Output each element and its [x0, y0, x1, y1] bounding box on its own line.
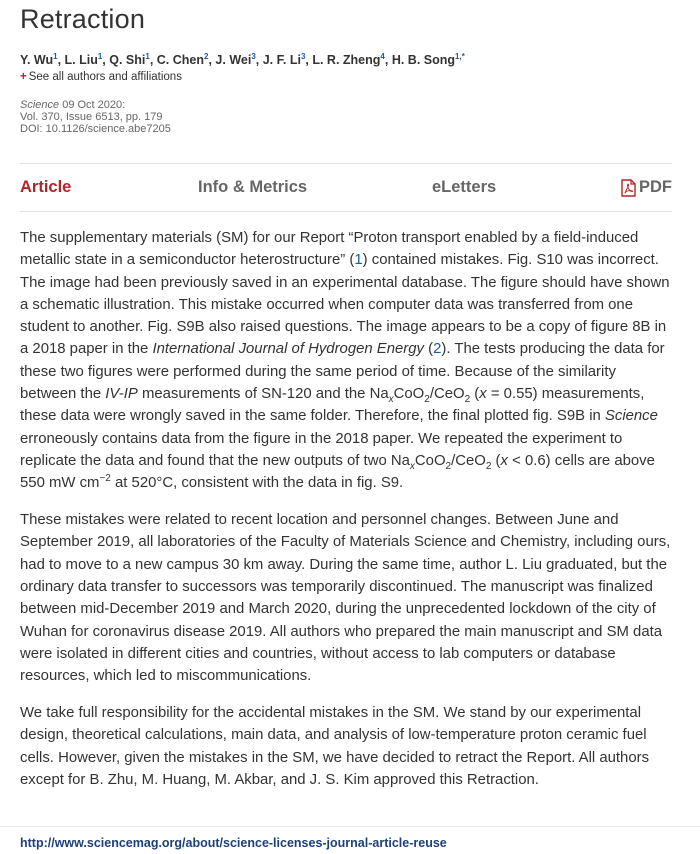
- see-all-authors-toggle[interactable]: [20, 71, 182, 83]
- paragraph-2: These mistakes were related to recent location and personnel changes. Between June and September 2019, all laboratories of the Faculty of Materials Science and Chemistry, including ours, had to move to a new campus 30 km away. During the same time, author L. Liu graduated, but the ordinary data transfer to successors was temporarily discontinued. The manuscript was finalized between mid-December 2019 and March 2020, during the unprecedented lockdown of the city of Wuhan for coronavirus disease 2019. All authors who prepared the main manuscript and SM data were isolated in different cities and countries, without access to lab computers or database resources, which led to miscommunications.: [20, 512, 671, 685]
- divider: [0, 826, 700, 827]
- publication-line: Science 09 Oct 2020:: [20, 99, 126, 111]
- reference-link-1[interactable]: 1: [354, 252, 363, 269]
- see-all-label: See all authors and affiliations: [28, 71, 182, 83]
- doi-line: DOI: 10.1126/science.abe7205: [20, 123, 171, 135]
- paragraph-1: The supplementary materials (SM) for our Report “Proton transport enabled by a field-induced metallic state in a semiconductor heterostructure” (1) contained mistakes. Fig. S10 was incorrect. The image had been previously saved in an experimental database. The figure should have shown a schematic illustration. This mistake occurred when computer data was transferred from one student to another. Fig. S9B also raised questions. The image appears to be a copy of figure 8B in a 2018 paper in the International Journal of Hydrogen Energy (2). The tests producing the data for these two figures were performed during the same period of time. Because of the similarity between the IV-IP measurements of SN-120 and the $Na_xCoO_2/CeO_2$ (x = 0.55) measurements, these data were wrongly saved in the same folder. Therefore, the final plotted fig. S9B in Science erroneously contains data from the figure in the 2018 paper. We repeated the experiment to replicate the data and found that the new outputs of two $Na_xCoO_2/CeO_2$ (x < 0.6) cells are above 550 mW $cm^{-2}$ at 520°C, consistent with the data in fig. S9.: [20, 230, 670, 492]
- author-link[interactable]: H. B. Song$^{1,*}$: [391, 52, 465, 67]
- divider: [20, 211, 672, 212]
- article-body: [20, 227, 675, 806]
- author-link[interactable]: Y. Wu$^1$: [20, 52, 58, 67]
- author-list: Y. Wu$^1$, L. Liu$^1$, Q. Shi$^1$, C. Chen$^2$, J. Wei$^3$, J. F. Li$^3$, L. R. Zheng$^4$, H. B. Song$^{1,*}$: [20, 52, 465, 67]
- tab-eletters[interactable]: eLetters: [432, 178, 497, 196]
- tab-info-metrics[interactable]: Info & Metrics: [198, 178, 308, 196]
- article-tabs: [20, 164, 672, 211]
- author-link[interactable]: J. F. Li$^3$: [262, 52, 306, 67]
- author-link[interactable]: J. Wei$^3$: [215, 52, 256, 67]
- pdf-label: PDF: [639, 178, 672, 196]
- license-reuse-link[interactable]: http://www.sciencemag.org/about/science-licenses-journal-article-reuse: [20, 836, 447, 850]
- tab-pdf[interactable]: [621, 178, 672, 197]
- author-link[interactable]: C. Chen$^2$: [156, 52, 209, 67]
- tab-article[interactable]: Article: [20, 178, 72, 196]
- author-link[interactable]: L. Liu$^1$: [64, 52, 103, 67]
- plus-icon: +: [20, 71, 27, 83]
- page-title: Retraction: [20, 4, 146, 34]
- pdf-icon: [621, 179, 636, 197]
- author-link[interactable]: L. R. Zheng$^4$: [312, 52, 385, 67]
- paragraph-3: We take full responsibility for the accidental mistakes in the SM. We stand by our experimental design, theoretical calculations, main data, and analysis of low-temperature proton ceramic fuel cells. However, given the mistakes in the SM, we have decided to retract the Report. All authors except for B. Zhu, M. Huang, M. Akbar, and J. S. Kim approved this Retraction.: [20, 704, 650, 788]
- article-meta: [20, 99, 171, 135]
- reference-link-2[interactable]: 2: [433, 341, 442, 358]
- volume-line: Vol. 370, Issue 6513, pp. 179: [20, 111, 163, 123]
- author-link[interactable]: Q. Shi$^1$: [109, 52, 150, 67]
